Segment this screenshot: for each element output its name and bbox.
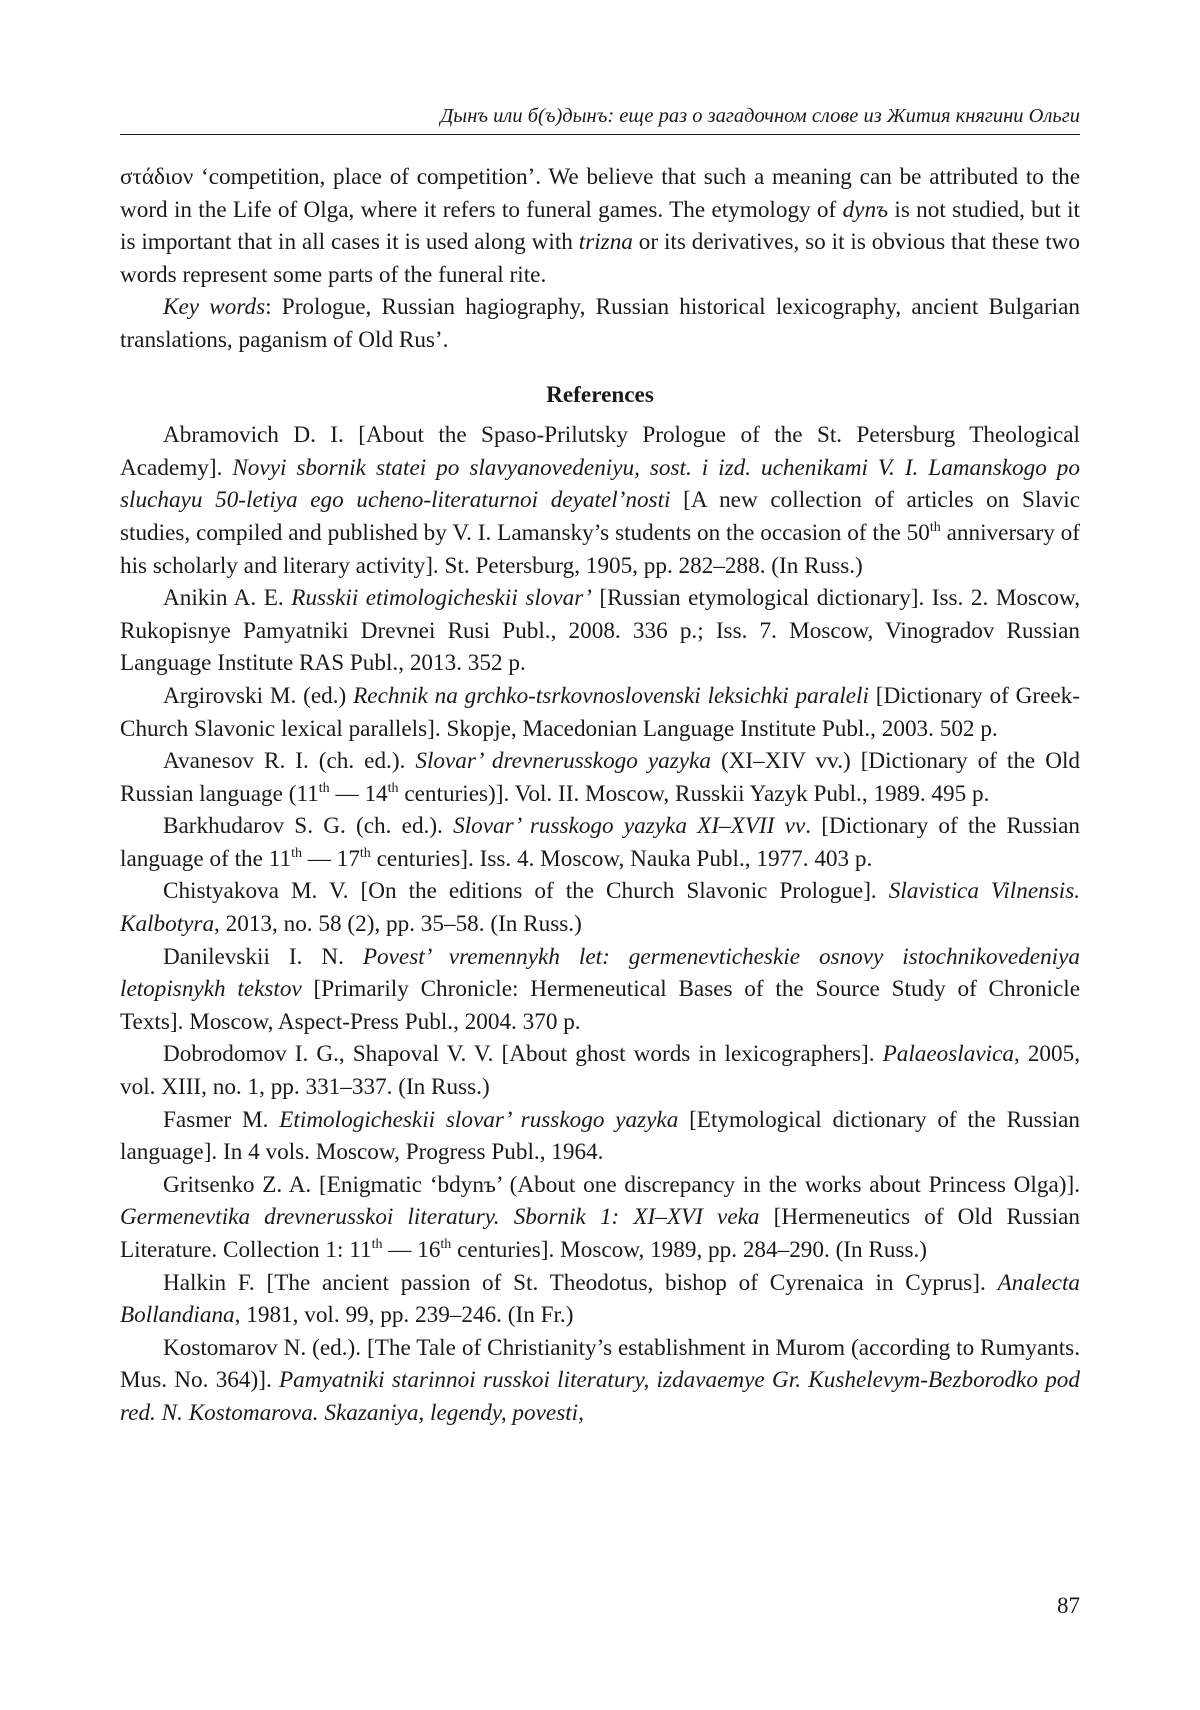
reference-text: , 2005, vol. XIII, no. 1, pp. 331–337. (In Russ.) <box>120 1041 1080 1101</box>
abstract-term-trizna: trizna <box>578 229 633 256</box>
abstract-text: is not studied, but it is important that in all cases it is used along with <box>120 196 1080 256</box>
abstract-term-dyn: dynъ <box>842 196 889 223</box>
ordinal-suffix: th <box>929 519 941 535</box>
ordinal-suffix: th <box>359 845 371 861</box>
reference-text: Barkhudarov S. G. (ch. ed.). <box>163 813 454 840</box>
ordinal-suffix: th <box>440 1237 452 1252</box>
reference-entry <box>120 1332 1080 1430</box>
ordinal-suffix: th <box>291 845 302 861</box>
reference-title: Palaeoslavica <box>882 1041 1014 1068</box>
reference-title: Analecta Bollandiana <box>120 1269 1080 1329</box>
reference-text: Kostomarov N. (ed.). [The Tale of Christianity’s establishment in Murom (according to Rumyants. Mus. No. 364)]. <box>120 1334 1080 1394</box>
keywords-text: : Prologue, Russian hagiography, Russian historical lexicography, ancient Bulgarian translations, paganism of Old Rus’. <box>120 294 1080 353</box>
abstract-text: or its derivatives, so it is obvious that these two words represent some parts of the funeral rite. <box>120 229 1080 288</box>
reference-title: Etimologicheskii slovar’ russkogo yazyka <box>279 1106 679 1133</box>
keywords-label: Key words <box>163 294 266 321</box>
reference-entry <box>120 1104 1080 1169</box>
running-title: Дынъ или б(ъ)дынъ: еще раз о загадочном слове из Жития княгини Ольги <box>440 105 1080 127</box>
ordinal-suffix: th <box>371 1237 383 1252</box>
abstract-paragraph <box>120 161 1080 291</box>
reference-text: Avanesov R. I. (ch. ed.). <box>163 748 416 775</box>
reference-entry <box>120 1267 1080 1332</box>
reference-entry <box>120 1169 1080 1267</box>
reference-title: Slavistica Vilnensis. Kalbotyra <box>120 878 1081 938</box>
reference-title: Novyi sbornik statei po slavyanovedeniyu, sost. i izd. uchenikami V. I. Lamanskogo po sluchayu 50-letiya ego ucheno-literaturnoi deyatel’nosti <box>120 454 1080 514</box>
reference-text: Argirovski M. (ed.) <box>163 682 354 709</box>
reference-text: [Primarily Chronicle: Hermeneutical Bases of the Source Study of Chronicle Texts]. Moscow, Aspect-Press Publ., 2004. 370 p. <box>120 976 1080 1035</box>
reference-text: [Dictionary of Greek-Church Slavonic lexical parallels]. Skopje, Macedonian Language Institute Publ., 2003. 502 p. <box>120 682 1081 742</box>
reference-text: Dobrodomov I. G., Shapoval V. V. [About ghost words in lexicographers]. <box>163 1041 883 1068</box>
reference-text: [Russian etymological dictionary]. Iss. 2. Moscow, Rukopisnye Pamyatniki Drevnei Rusi Publ., 2008. 336 p.; Iss. 7. Moscow, Vinogradov Russian Language Institute RAS Publ., 2013. 352 p. <box>120 585 1080 677</box>
reference-entry <box>120 875 1080 940</box>
reference-text: centuries]. Iss. 4. Moscow, Nauka Publ., 1977. 403 p. <box>370 845 873 872</box>
reference-text: — 16 <box>382 1237 441 1263</box>
reference-title: Germenevtika drevnerusskoi literatury. Sbornik 1: XI–XVI veka <box>120 1204 760 1231</box>
reference-entry <box>120 582 1080 680</box>
reference-text: centuries)]. Vol. II. Moscow, Russkii Yazyk Publ., 1989. 495 p. <box>398 780 990 807</box>
reference-title: Russkii etimologicheskii slovar’ <box>291 585 592 612</box>
page-number: 87 <box>1057 1593 1080 1618</box>
reference-text: , 1981, vol. 99, pp. 239–246. (In Fr.) <box>234 1302 574 1329</box>
reference-entry <box>120 745 1080 810</box>
abstract-text: στάδιον ‘competition, place of competition’. We believe that such a meaning can be attributed to the word in the Life of Olga, where it refers to funeral games. The etymology of <box>120 164 1080 223</box>
reference-text: Anikin A. E. <box>163 585 292 612</box>
reference-text: . [Dictionary of the Russian language of the 11 <box>120 813 1080 872</box>
ordinal-suffix: th <box>387 780 399 796</box>
reference-entry <box>120 680 1080 745</box>
reference-title: Pamyatniki starinnoi russkoi literatury, izdavaemye Gr. Kushelevym-Bezborodko pod red. N. Kostomarova. Skazaniya, legendy, povesti, <box>120 1367 1080 1426</box>
reference-text: [A new collection of articles on Slavic studies, compiled and published by V. I. Lamansky’s students on the occasion of the 50 <box>120 487 1081 546</box>
reference-text: Danilevskii I. N. <box>163 943 363 970</box>
reference-entry <box>120 1038 1080 1103</box>
reference-entry <box>120 941 1080 1039</box>
keywords-paragraph <box>120 291 1080 356</box>
header-rule <box>120 134 1080 135</box>
reference-entry <box>120 810 1080 875</box>
reference-text: — 17 <box>301 845 360 872</box>
reference-entry <box>120 419 1080 582</box>
reference-text: Gritsenko Z. A. [Enigmatic ‘bdynъ’ (About one discrepancy in the works about Princess Olga)]. <box>163 1171 1080 1198</box>
page-body <box>120 161 1080 1430</box>
ordinal-suffix: th <box>318 780 330 796</box>
reference-text: [Hermeneutics of Old Russian Literature. Collection 1: 11 <box>120 1204 1080 1263</box>
reference-text: Halkin F. [The ancient passion of St. Theodotus, bishop of Cyrenaica in Cyprus]. <box>163 1269 998 1296</box>
reference-text: Fasmer M. <box>163 1106 280 1133</box>
reference-title: Rechnik na grchko-tsrkovnoslovenski leksichki paraleli <box>353 682 869 709</box>
reference-text: Abramovich D. I. [About the Spaso-Prilutsky Prologue of the St. Petersburg Theological Academy]. <box>120 422 1080 481</box>
reference-text: , 2013, no. 58 (2), pp. 35–58. (In Russ.) <box>214 911 582 938</box>
reference-title: Slovar’ drevnerusskogo yazyka <box>415 748 711 775</box>
reference-text: Chistyakova M. V. [On the editions of the Church Slavonic Prologue]. <box>163 878 889 905</box>
reference-text: — 14 <box>329 780 388 807</box>
reference-text: anniversary of his scholarly and literary activity]. St. Petersburg, 1905, pp. 282–288. (In Russ.) <box>120 519 1080 579</box>
reference-title: Slovar’ russkogo yazyka XI–XVII vv <box>453 813 806 840</box>
references-heading: References <box>546 381 654 408</box>
reference-text: (XI–XIV vv.) [Dictionary of the Old Russian language (11 <box>120 748 1080 807</box>
reference-title: Povest’ vremennykh let: germenevticheskie osnovy istochnikovedeniya letopisnykh tekstov <box>120 943 1080 1003</box>
reference-text: [Etymological dictionary of the Russian language]. In 4 vols. Moscow, Progress Publ., 1964. <box>120 1106 1080 1166</box>
reference-text: centuries]. Moscow, 1989, pp. 284–290. (In Russ.) <box>451 1237 928 1263</box>
